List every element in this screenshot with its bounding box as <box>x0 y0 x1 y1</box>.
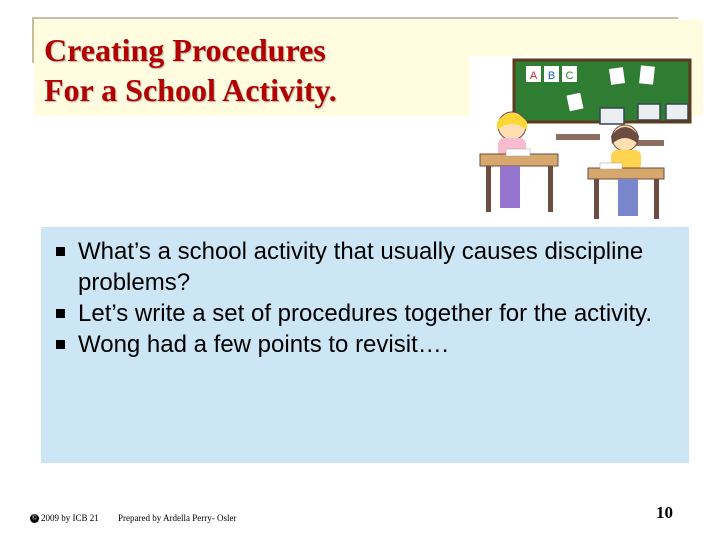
letter-card-b: B <box>547 70 556 82</box>
slide-title-line-1: Creating Procedures <box>44 32 326 68</box>
bullet-item <box>50 236 670 298</box>
frame-line-top <box>32 17 678 19</box>
footer-author: Prepared by Ardella Perry- Osler <box>118 513 237 523</box>
letter-card-c: C <box>565 70 574 82</box>
slide-title-line-2: For a School Activity. <box>44 72 337 108</box>
bullet-text: What’s a school activity that usually causes discipline problems? <box>78 238 644 296</box>
bullet-item <box>50 329 670 360</box>
square-bullet-icon <box>56 247 65 256</box>
square-bullet-icon <box>56 309 65 318</box>
bullet-list <box>50 236 670 360</box>
slide-title <box>44 30 337 110</box>
page-number: 10 <box>656 503 673 522</box>
bullet-item <box>50 298 670 329</box>
copyright-text: 2009 by ICB 21 <box>41 513 99 523</box>
bullet-text: Let’s write a set of procedures together for the activity. <box>78 300 653 327</box>
footer-copyright <box>30 513 99 523</box>
square-bullet-icon <box>56 340 65 349</box>
classroom-clipart <box>470 56 692 222</box>
bullet-text: Wong had a few points to revisit…. <box>78 331 449 358</box>
letter-card-a: A <box>529 70 538 82</box>
copyright-icon: © <box>31 513 38 522</box>
